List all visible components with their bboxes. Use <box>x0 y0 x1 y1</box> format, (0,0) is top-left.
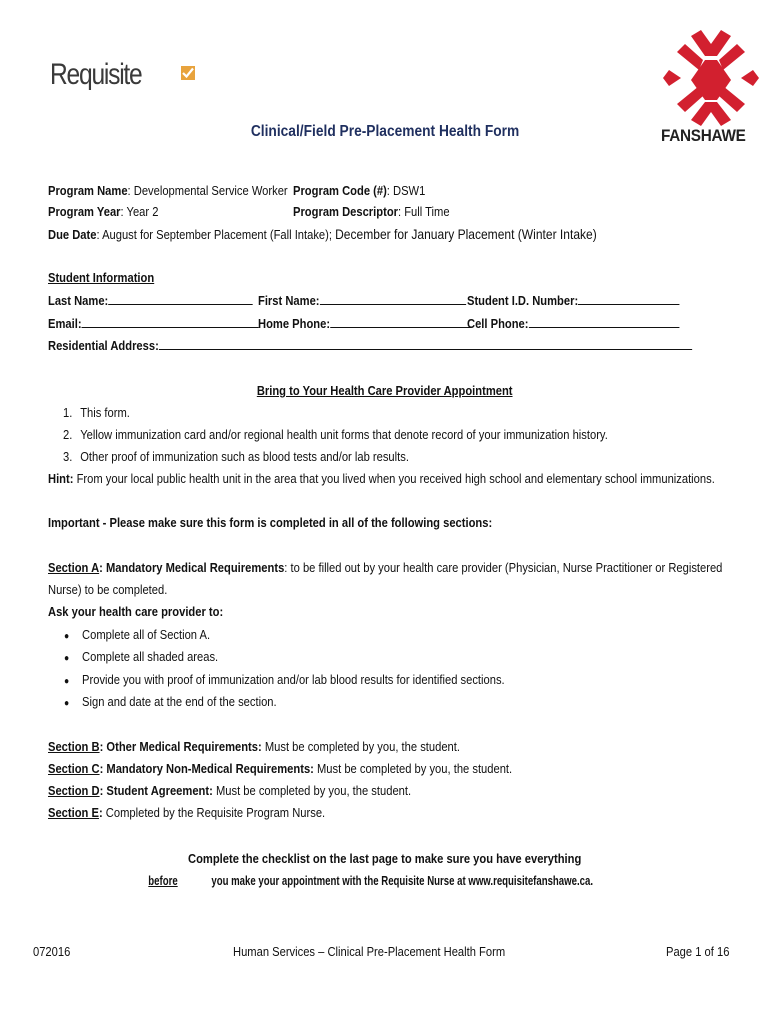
ask-provider-heading: Ask your health care provider to: <box>48 604 224 619</box>
list-item: 2. Yellow immunization card and/or regional health unit forms that denote record of your immunization history. <box>63 427 608 442</box>
cell-phone-field[interactable]: Cell Phone: <box>467 315 679 332</box>
bullet-icon: ● <box>64 676 70 687</box>
fanshawe-logo <box>661 30 761 145</box>
due-date-line: Due Date: August for September Placement (Fall Intake); December for January Placement (Winter Intake) <box>48 226 597 242</box>
program-descriptor-line: Program Descriptor: Full Time <box>293 204 450 219</box>
fanshawe-emblem-icon <box>661 30 761 126</box>
home-phone-field[interactable]: Home Phone: <box>258 315 471 332</box>
footer-code: 072016 <box>33 944 71 959</box>
section-a-line: Section A: Mandatory Medical Requirements: to be filled out by your health care provider (Physician, Nurse Practitioner or Registered <box>48 560 723 575</box>
page-number: Page 1 of 16 <box>666 944 730 959</box>
program-year-line: Program Year: Year 2 <box>48 204 159 219</box>
section-e-line: Section E: Completed by the Requisite Program Nurse. <box>48 805 326 820</box>
bullet-icon: ● <box>64 631 70 642</box>
list-item: 3. Other proof of immunization such as blood tests and/or lab results. <box>63 449 409 464</box>
email-field[interactable]: Email: <box>48 315 259 332</box>
checklist-line-1: Complete the checklist on the last page to make sure you have everything <box>188 851 582 866</box>
footer-title: Human Services – Clinical Pre-Placement Health Form <box>233 944 506 959</box>
section-d-line: Section D: Student Agreement: Must be completed by you, the student. <box>48 783 412 798</box>
checklist-line-2: before you make your appointment with the Requisite Nurse at www.requisitefanshawe.ca. <box>148 873 593 888</box>
checkmark-icon <box>181 66 195 80</box>
list-item: 1. This form. <box>63 405 130 420</box>
list-item: ● Complete all of Section A. <box>64 627 211 642</box>
program-code-line: Program Code (#): DSW1 <box>293 183 426 198</box>
bullet-icon: ● <box>64 698 70 709</box>
bring-heading: Bring to Your Health Care Provider Appointment <box>257 383 513 398</box>
first-name-field[interactable]: First Name: <box>258 292 466 309</box>
hint-line: Hint: From your local public health unit in the area that you lived when you received high school and elementary school immunizations. <box>48 471 715 486</box>
student-id-field[interactable]: Student I.D. Number: <box>467 292 680 309</box>
form-title: Clinical/Field Pre-Placement Health Form <box>250 123 520 140</box>
residential-address-field[interactable]: Residential Address: <box>48 337 692 354</box>
section-b-line: Section B: Other Medical Requirements: Must be completed by you, the student. <box>48 739 460 754</box>
important-note: Important - Please make sure this form is completed in all of the following sections: <box>48 515 493 530</box>
fanshawe-logo-text: FANSHAWE <box>661 126 746 145</box>
requisite-logo <box>50 58 162 92</box>
section-c-line: Section C: Mandatory Non-Medical Requirements: Must be completed by you, the student. <box>48 761 513 776</box>
student-info-heading: Student Information <box>48 270 155 285</box>
bullet-icon: ● <box>64 653 70 664</box>
program-name-line: Program Name: Developmental Service Worker <box>48 183 288 198</box>
list-item: ● Provide you with proof of immunization and/or lab blood results for identified sections. <box>64 672 505 687</box>
section-a-line-2: Nurse) to be completed. <box>48 582 168 597</box>
list-item: ● Complete all shaded areas. <box>64 649 219 664</box>
list-item: ● Sign and date at the end of the section. <box>64 694 277 709</box>
requisite-logo-text: Requisite <box>50 58 142 91</box>
last-name-field[interactable]: Last Name: <box>48 292 253 309</box>
